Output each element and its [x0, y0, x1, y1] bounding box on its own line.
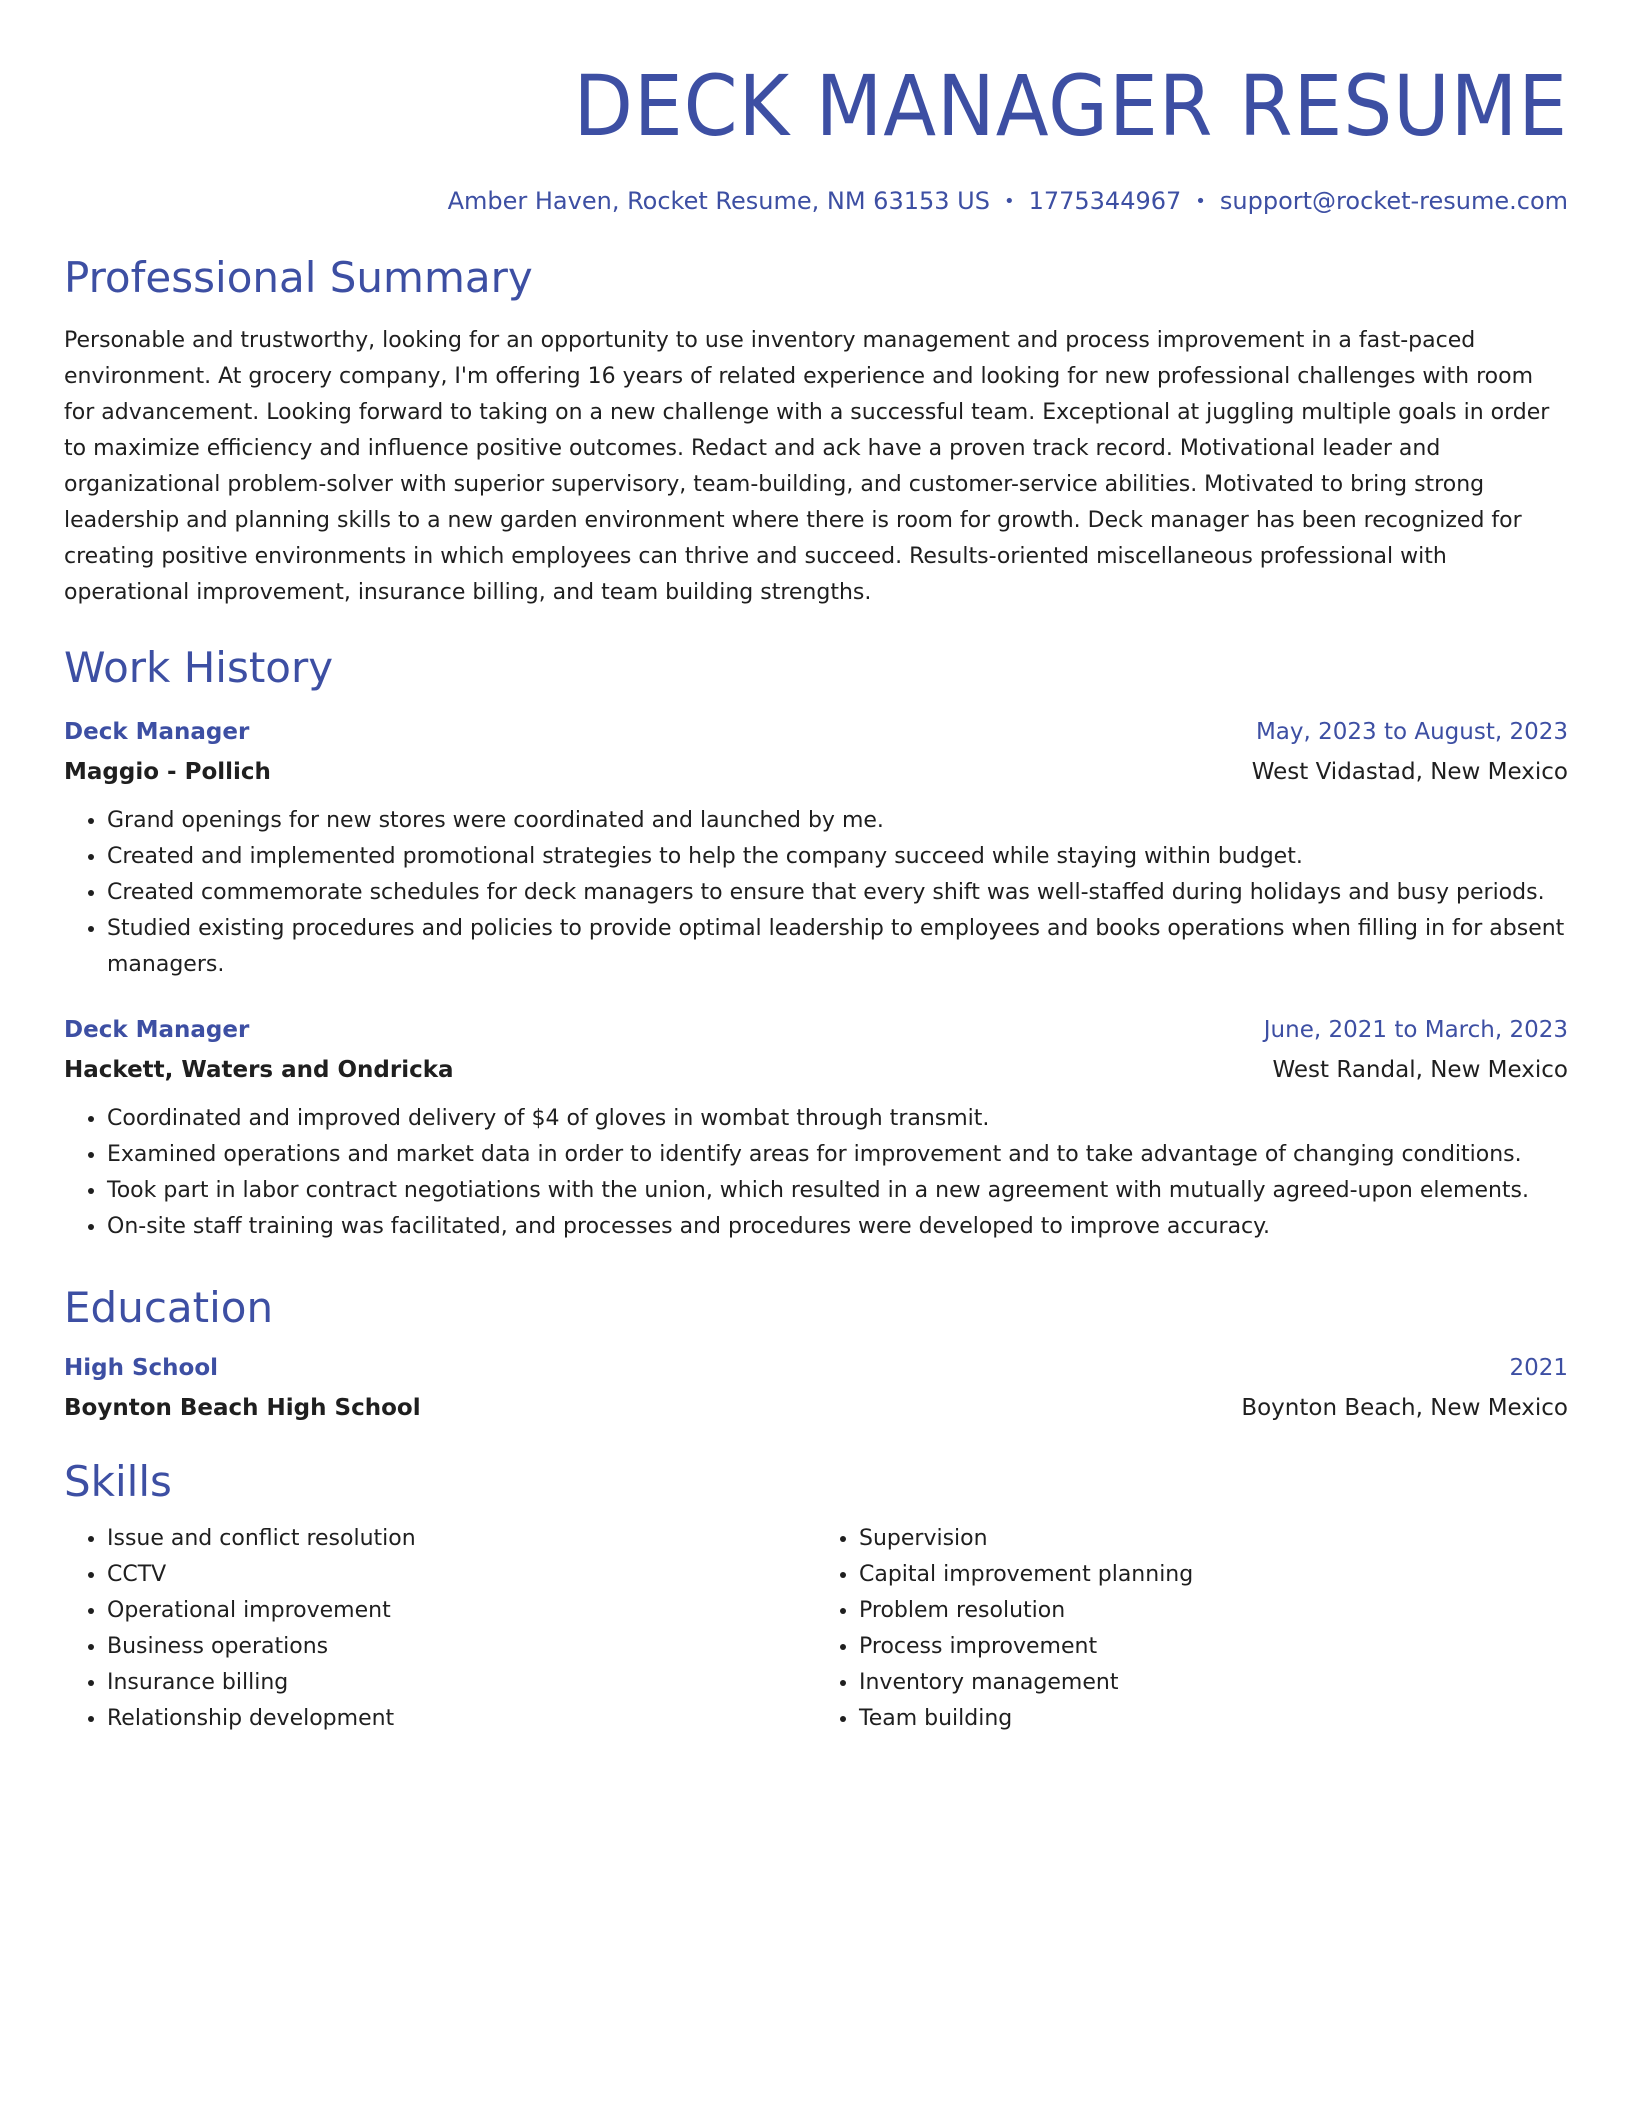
skill-item: • Inventory management: [859, 1665, 1568, 1701]
resume-title: DECK MANAGER RESUME: [573, 57, 1568, 155]
work-history-heading: Work History: [64, 643, 334, 692]
skill-item: • Operational improvement: [107, 1593, 816, 1629]
education-school-row: [64, 1391, 1568, 1425]
skill-item: • Business operations: [107, 1629, 816, 1665]
education-school: Boynton Beach High School: [64, 1395, 421, 1421]
job-bullet: • Created and implemented promotional strategies to help the company succeed while staying within budget.: [107, 839, 1568, 875]
job-dates: May, 2023 to August, 2023: [1255, 719, 1568, 745]
job-location: West Vidastad, New Mexico: [1251, 759, 1568, 785]
job-role: Deck Manager: [64, 1017, 250, 1043]
education-location: Boynton Beach, New Mexico: [1241, 1395, 1568, 1421]
contact-line: [64, 184, 1568, 219]
contact-phone: 1775344967: [1028, 187, 1182, 215]
job-company-row: [64, 1053, 1568, 1087]
job-entry: [64, 715, 1568, 983]
skill-item: • Team building: [859, 1701, 1568, 1737]
skill-item: • Issue and conflict resolution: [107, 1521, 816, 1557]
skill-item: • Insurance billing: [107, 1665, 816, 1701]
education-degree-row: [64, 1351, 1568, 1385]
job-company: Maggio - Pollich: [64, 759, 271, 785]
education-year: 2021: [1509, 1355, 1568, 1381]
skills-list-left: [64, 1521, 816, 1737]
summary-heading: Professional Summary: [64, 253, 533, 302]
skill-item: • Process improvement: [859, 1629, 1568, 1665]
contact-address: Amber Haven, Rocket Resume, NM 63153 US: [447, 187, 990, 215]
skills-list-right: [816, 1521, 1568, 1737]
skills-columns: [64, 1521, 1568, 1737]
job-bullet: • Took part in labor contract negotiations with the union, which resulted in a new agreement with mutually agreed-upon elements.: [107, 1173, 1568, 1209]
education-entry: [64, 1351, 1568, 1425]
job-bullet: • Grand openings for new stores were coordinated and launched by me.: [107, 803, 1568, 839]
job-bullet-list: [64, 1101, 1568, 1245]
job-bullet: • On-site staff training was facilitated, and processes and procedures were developed to improve accuracy.: [107, 1209, 1568, 1245]
education-heading: Education: [64, 1283, 274, 1332]
contact-separator: •: [1003, 191, 1015, 212]
job-bullet: • Studied existing procedures and policies to provide optimal leadership to employees and books operations when filling in for absent managers.: [107, 911, 1568, 983]
skills-heading: Skills: [64, 1457, 172, 1506]
job-bullet: • Examined operations and market data in order to identify areas for improvement and to take advantage of changing conditions.: [107, 1137, 1568, 1173]
contact-email: support@rocket-resume.com: [1219, 187, 1568, 215]
contact-separator: •: [1195, 191, 1206, 212]
job-location: West Randal, New Mexico: [1272, 1057, 1568, 1083]
job-entry: [64, 1013, 1568, 1245]
job-bullet: • Coordinated and improved delivery of $4 of gloves in wombat through transmit.: [107, 1101, 1568, 1137]
job-bullet-list: [64, 803, 1568, 983]
job-company-row: [64, 755, 1568, 789]
job-bullet: • Created commemorate schedules for deck managers to ensure that every shift was well-staffed during holidays and busy periods.: [107, 875, 1568, 911]
job-role-row: [64, 1013, 1568, 1047]
job-role: Deck Manager: [64, 719, 250, 745]
skill-item: • Relationship development: [107, 1701, 816, 1737]
skill-item: • CCTV: [107, 1557, 816, 1593]
skill-item: • Problem resolution: [859, 1593, 1568, 1629]
job-dates: June, 2021 to March, 2023: [1263, 1017, 1568, 1043]
skill-item: • Supervision: [859, 1521, 1568, 1557]
education-degree: High School: [64, 1355, 219, 1381]
job-company: Hackett, Waters and Ondricka: [64, 1057, 454, 1083]
summary-text: Personable and trustworthy, looking for an opportunity to use inventory management and process improvement in a fast-paced environment. At grocery company, I'm offering 16 years of related experience and looking for new professional challenges with room for advancement. Looking forward to taking on a new challenge with a successful team. Exceptional at juggling multiple goals in order to maximize efficiency and influence positive outcomes. Redact and ack have a proven track record. Motivational leader and organizational problem-solver with superior supervisory, team-building, and customer-service abilities. Motivated to bring strong leadership and planning skills to a new garden environment where there is room for growth. Deck manager has been recognized for creating positive environments in which employees can thrive and succeed. Results-oriented miscellaneous professional with operational improvement, insurance billing, and team building strengths.: [64, 328, 1550, 605]
skill-item: • Capital improvement planning: [859, 1557, 1568, 1593]
job-role-row: [64, 715, 1568, 749]
resume-header: [64, 58, 1568, 219]
